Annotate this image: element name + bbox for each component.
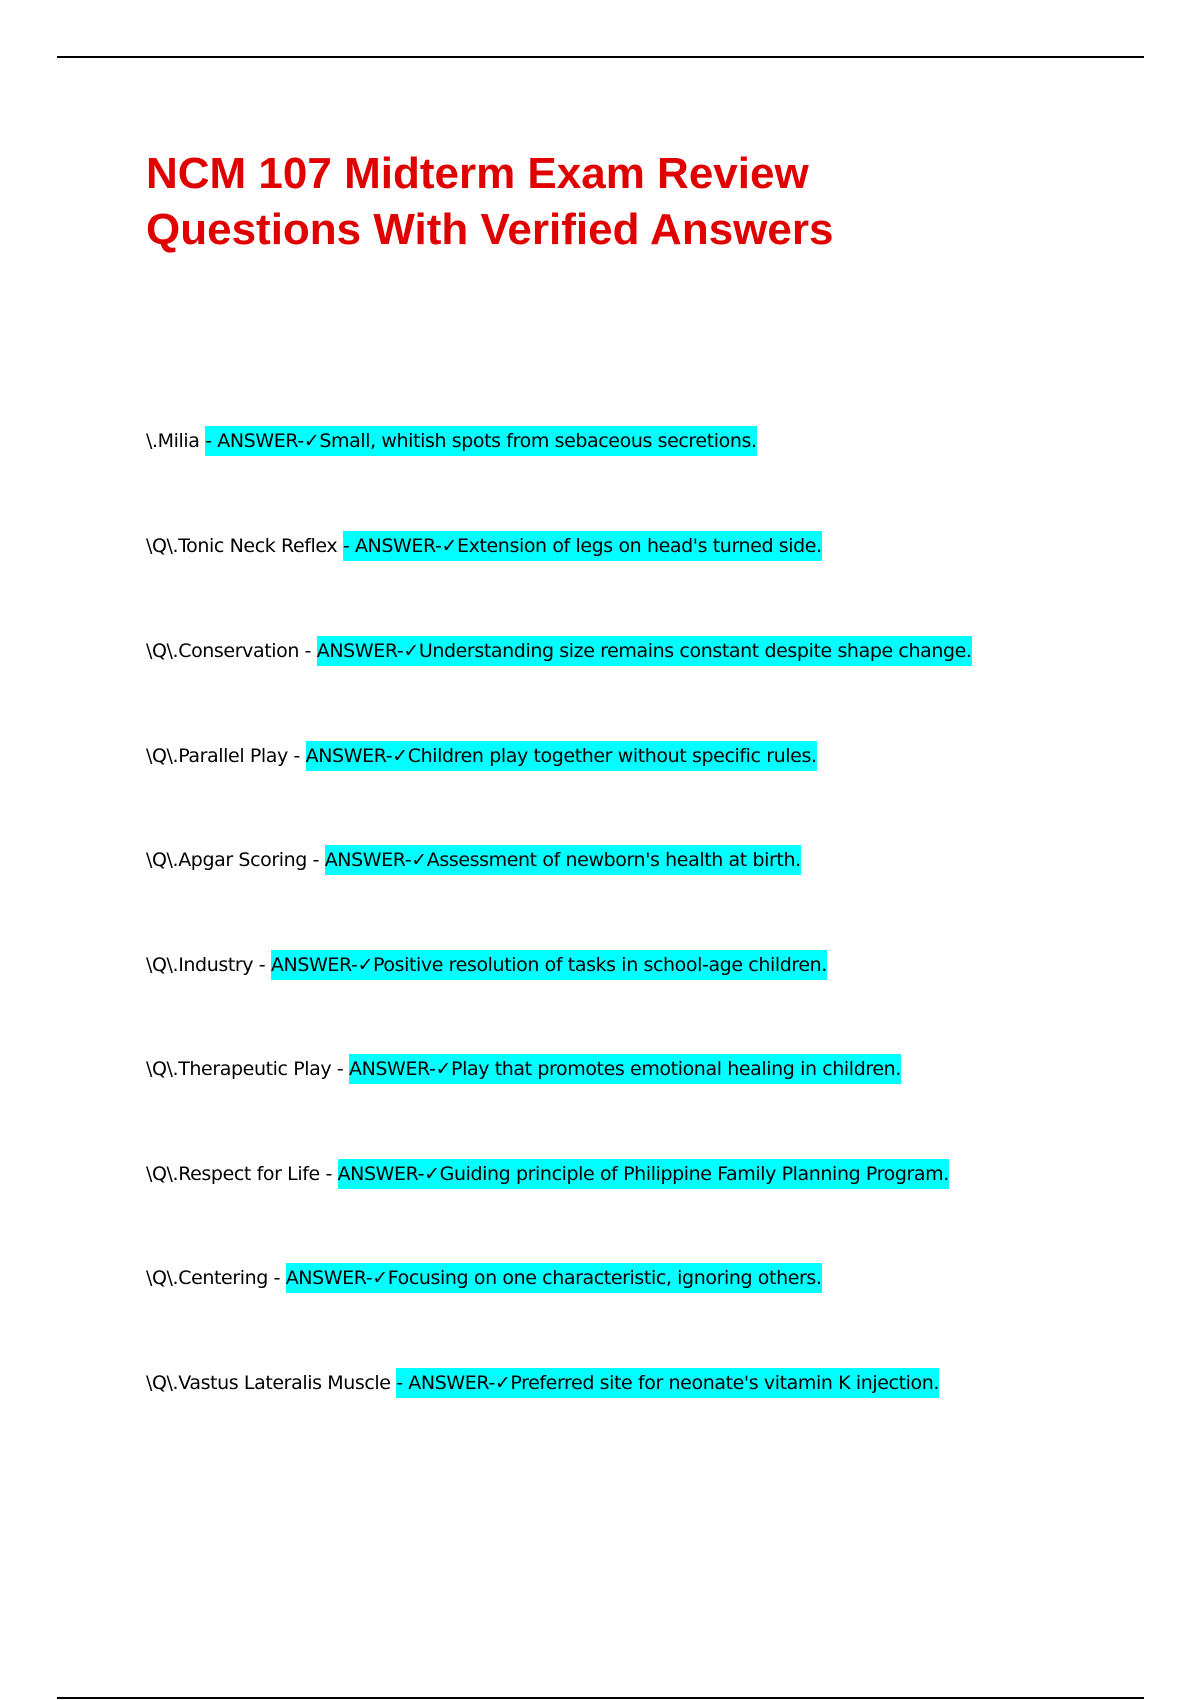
question: \Q\.Centering	[146, 1267, 268, 1289]
answer-highlight: ANSWER-✓Positive resolution of tasks in school-age children.	[271, 950, 827, 980]
answer-highlight: - ANSWER-✓Preferred site for neonate's vitamin K injection.	[396, 1368, 939, 1398]
answer-highlight: ANSWER-✓Assessment of newborn's health at birth.	[325, 845, 801, 875]
bottom-rule	[57, 1697, 1144, 1699]
question: \Q\.Vastus Lateralis Muscle	[146, 1371, 391, 1394]
answer-highlight: ANSWER-✓Children play together without specific rules.	[306, 741, 817, 771]
separator	[337, 535, 343, 557]
question: \.Milia	[146, 430, 200, 452]
qa-list	[146, 421, 1146, 1467]
question: \Q\.Apgar Scoring	[146, 849, 307, 871]
question: \Q\.Industry	[146, 953, 254, 976]
question: \Q\.Therapeutic Play	[146, 1058, 332, 1080]
answer-highlight: - ANSWER-✓Extension of legs on head's turned side.	[343, 531, 822, 561]
separator: -	[287, 744, 306, 767]
qa-item	[146, 631, 1146, 736]
qa-item	[146, 1154, 1146, 1259]
separator: -	[319, 1162, 338, 1185]
question: \Q\.Respect for Life	[146, 1162, 320, 1185]
title-line-1: NCM 107 Midterm Exam Review	[146, 149, 809, 198]
qa-item	[146, 526, 1146, 631]
qa-item	[146, 1363, 1146, 1468]
qa-item	[146, 421, 1146, 526]
separator: -	[253, 953, 271, 976]
answer-highlight: ANSWER-✓Play that promotes emotional healing in children.	[349, 1054, 901, 1084]
top-rule	[57, 56, 1144, 58]
separator: -	[299, 640, 317, 662]
title-line-2: Questions With Verified Answers	[146, 205, 834, 254]
answer-highlight: - ANSWER-✓Small, whitish spots from sebaceous secretions.	[205, 426, 757, 456]
question: \Q\.Tonic Neck Reflex	[146, 535, 338, 557]
answer-highlight: ANSWER-✓Focusing on one characteristic, ignoring others.	[286, 1263, 822, 1293]
answer-highlight: ANSWER-✓Understanding size remains constant despite shape change.	[317, 636, 972, 666]
answer-highlight: ANSWER-✓Guiding principle of Philippine Family Planning Program.	[338, 1159, 949, 1189]
qa-item	[146, 840, 1146, 945]
qa-item	[146, 1049, 1146, 1154]
qa-item	[146, 1258, 1146, 1363]
separator: -	[267, 1267, 286, 1289]
question: \Q\.Conservation	[146, 640, 300, 662]
document-title	[146, 146, 1046, 258]
question: \Q\.Parallel Play	[146, 744, 288, 767]
separator: -	[331, 1058, 349, 1080]
qa-item	[146, 945, 1146, 1050]
separator: -	[306, 849, 325, 871]
qa-item	[146, 736, 1146, 841]
